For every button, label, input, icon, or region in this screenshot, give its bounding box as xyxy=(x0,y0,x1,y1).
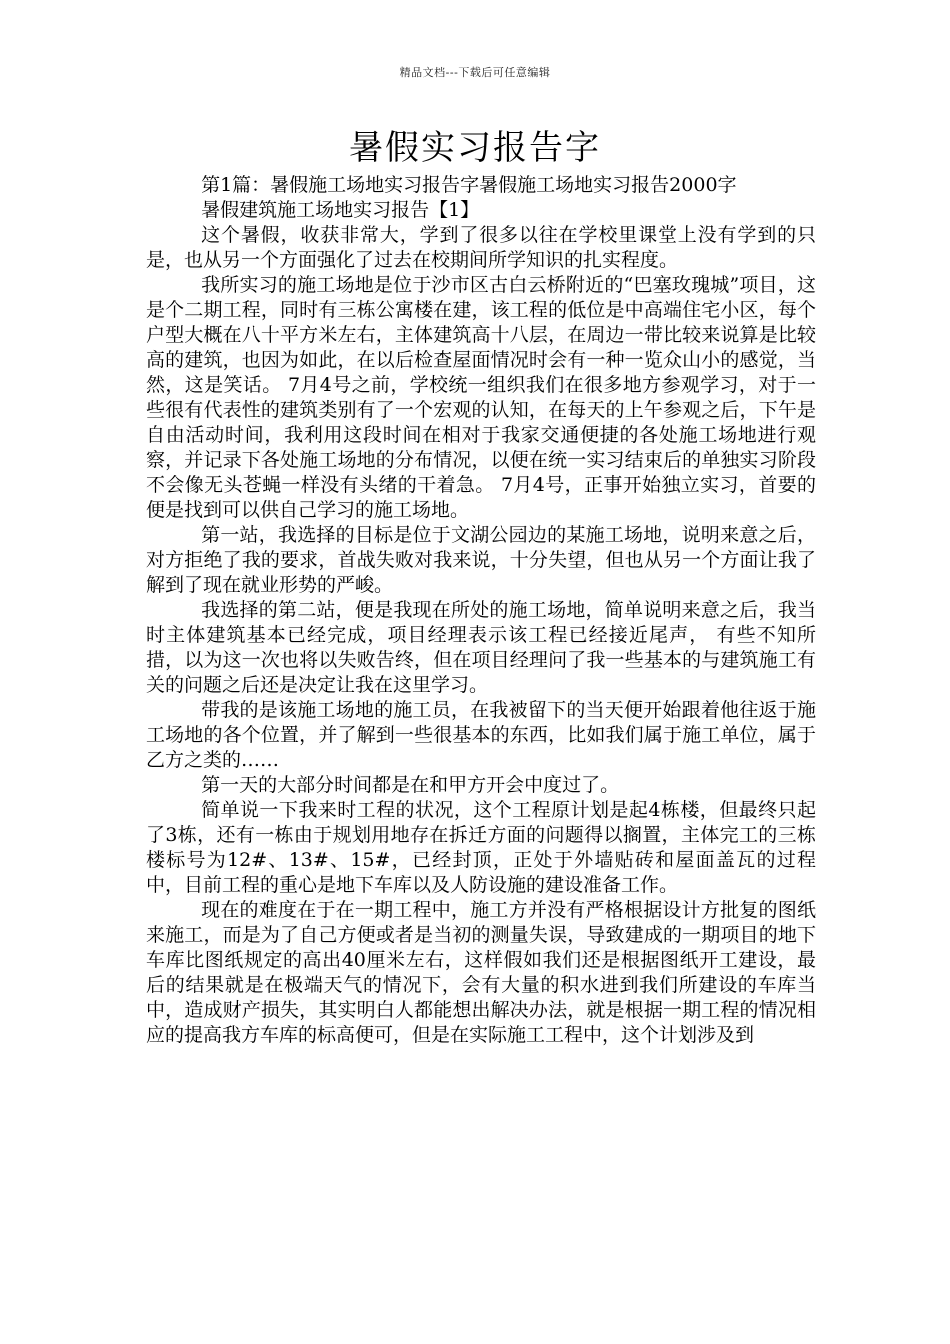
paragraph: 现在的难度在于在一期工程中，施工方并没有严格根据设计方批复的图纸来施工，而是为了自己方便或者是当初的测量失误，导致建成的一期项目的地下车库比图纸规定的高出40厘米左右，这样假如我们还是根据图纸开工建设，最后的结果就是在极端天气的情况下，会有大量的积水进到我们所建设的车库当中，造成财产损失，其实明白人都能想出解决办法，就是根据一期工程的情况相应的提高我方车库的标高便可，但是在实际施工工程中，这个计划涉及到 xyxy=(146,899,816,1046)
paragraph: 带我的是该施工场地的施工员，在我被留下的当天便开始跟着他往返于施工场地的各个位置，并了解到一些很基本的东西，比如我们属于施工单位，属于乙方之类的…… xyxy=(146,699,816,771)
paragraph: 我选择的第二站，便是我现在所处的施工场地，简单说明来意之后，我当时主体建筑基本已经完成，项目经理表示该工程已经接近尾声， 有些不知所措，以为这一次也将以失败告终，但在项目经理问了我一些基本的与建筑施工有关的问题之后还是决定让我在这里学习。 xyxy=(146,599,816,696)
paragraph: 第一天的大部分时间都是在和甲方开会中度过了。 xyxy=(201,774,620,796)
paragraph-section-heading: 暑假建筑施工场地实习报告【1】 xyxy=(201,199,480,221)
document-body xyxy=(146,173,816,1048)
document-title: 暑假实习报告字 xyxy=(349,128,601,168)
paragraph: 我所实习的施工场地是位于沙市区古白云桥附近的“巴塞玫瑰城”项目，这是个二期工程，同时有三栋公寓楼在建，该工程的低位是中高端住宅小区，每个户型大概在八十平方米左右，主体建筑高十八层，在周边一带比较来说算是比较高的建筑，也因为如此，在以后检查屋面情况时会有一种一览众山小的感觉，当然，这是笑话。 7月4号之前，学校统一组织我们在很多地方参观学习，对于一些很有代表性的建筑类别有了一个宏观的认知，在每天的上午参观之后，下午是自由活动时间，我利用这段时间在相对于我家交通便捷的各处施工场地进行观察，并记录下各处施工场地的分布情况，以便在统一实习结束后的单独实习阶段不会像无头苍蝇一样没有头绪的干着急。 7月4号，正事开始独立实习，首要的便是找到可以供自己学习的施工场地。 xyxy=(146,274,816,521)
paragraph: 简单说一下我来时工程的状况，这个工程原计划是起4栋楼，但最终只起了3栋，还有一栋由于规划用地存在拆迁方面的问题得以搁置，主体完工的三栋楼标号为12#、13#、15#，已经封顶，正处于外墙贴砖和屋面盖瓦的过程中，目前工程的重心是地下车库以及人防设施的建设准备工作。 xyxy=(146,799,816,896)
header-note: 精品文档---下载后可任意编辑 xyxy=(399,66,551,79)
paragraph: 这个暑假，收获非常大，学到了很多以往在学校里课堂上没有学到的只是，也从另一个方面强化了过去在校期间所学知识的扎实程度。 xyxy=(146,224,816,271)
paragraph-chapter-heading: 第1篇：暑假施工场地实习报告字暑假施工场地实习报告2000字 xyxy=(201,174,737,196)
paragraph: 第一站，我选择的目标是位于文湖公园边的某施工场地，说明来意之后，对方拒绝了我的要求，首战失败对我来说，十分失望，但也从另一个方面让我了解到了现在就业形势的严峻。 xyxy=(146,524,816,596)
